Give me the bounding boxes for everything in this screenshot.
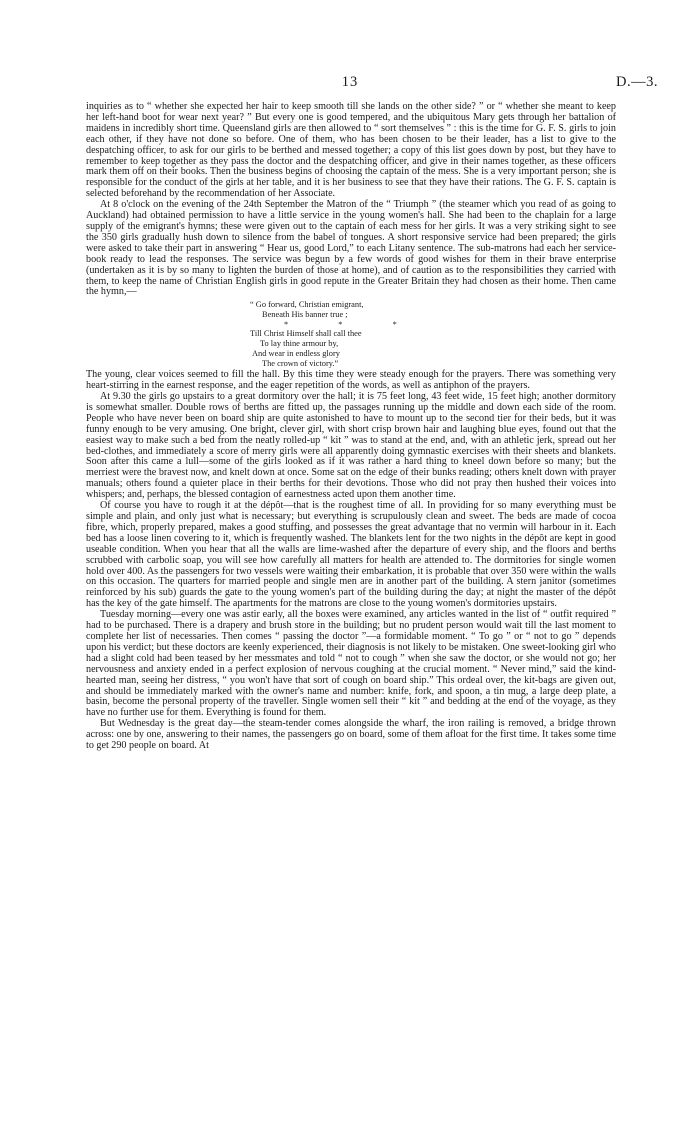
page-number: 13 [341, 74, 359, 90]
paragraph: inquiries as to “ whether she expected her hair to keep smooth till she lands on the other side? ” or “ whether she meant to keep her left-hand boot for wear next year? ” But every one is good tempered, and the ubiquitous Mary gets through her battalion of maidens in incredibly short time. Queensland girls are then allowed to “ sort themselves ” : this is the time for G. F. S. girls to join each other, if they have not done so before. One of them, who has been chosen to be their leader, has a list to give to the despatching officer, to ask for our girls to be berthed and messed together; a copy of this list goes down by post, but they have to remember to keep together as they pass the doctor and the despatching officer, and give in their names together, as these officers mark them off on their books. Then the business begins of choosing the captain of the mess. She is a very important person; she is responsible for the conduct of the girls at her table, and it is her business to see that they have their rations. The G. F. S. captain is selected beforehand by the recommendation of her Associate. [86, 101, 616, 200]
hymn-line: Beneath His banner true ; [262, 310, 348, 320]
hymn-line: “ Go forward, Christian emigrant, [250, 300, 364, 310]
paragraph: At 8 o'clock on the evening of the 24th September the Matron of the “ Triumph ” (the steamer which you read of as going to Auckland) had obtained permission to have a little service in the young women's hall. She had been to the chaplain for a large supply of the emigrant's hymns; these were given out to the captain of each mess for her girls. It was a very striking sight to see the 350 girls gradually hush down to silence from the babel of tongues. A short responsive service had been prepared; the girls were asked to take their part in answering “ Hear us, good Lord,” to each Litany sentence. The sub-matrons had each her service-book ready to lead the responses. The service was begun by a few words of good wishes for them in their brave enterprise (undertaken as it is by so many to lighten the burden of those at home), and of caution as to the responsibilities they carried with them, to keep the name of Christian English girls in good repute in the Greater Britain they had chosen as their home. Then came the hymn,— [86, 199, 616, 298]
hymn-line: To lay thine armour by, [260, 339, 339, 349]
body-text [86, 102, 616, 752]
hymn-quote [86, 300, 616, 368]
paragraph: Tuesday morning—every one was astir early, all the boxes were examined, any articles wanted in the list of “ outfit required ” had to be purchased. There is a drapery and brush store in the building; but no prudent person would wait till the last moment to complete her list of necessaries. Then comes “ passing the doctor ”—a formidable moment. “ To go ” or “ not to go ” depends upon his verdict; but these doctors are keenly experienced, their diagnosis is not likely to be mistaken. One sweet-looking girl who had a slight cold had been teased by her messmates and told “ not to cough ” when she saw the doctor, or she would not go; her nervousness and anxiety ended in a perfect explosion of nervous coughing at the crucial moment. “ Never mind,” said the kind-hearted man, seeing her distress, “ you won't have that sort of cough on board ship.” This ordeal over, the kit-bags are given out, and should be immediately marked with the owner's name and number: knife, fork, and spoon, a tin mug, a large deep plate, a basin, become the personal property of the traveller. Single women sell their “ kit ” and bedding at the end of the voyage, as they have no further use for them. Everything is found for them. [86, 609, 616, 719]
hymn-line: The crown of victory.” [262, 358, 339, 368]
document-reference: D.—3. [616, 74, 658, 90]
paragraph: Of course you have to rough it at the dépôt—that is the roughest time of all. In providing for so many everything must be simple and plain, and only just what is necessary; but everything is scrupulously clean and sweet. The beds are made of cocoa fibre, which, properly prepared, makes a good stuffing, and possesses the great advantage that no vermin will harbour in it. Each bed has a loose linen covering to it, which is frequently washed. The blankets lent for the two nights in the dépôt are kept in good useable condition. When you hear that all the walls are lime-washed after the departure of every ship, and the floors and berths scrubbed with carbolic soap, you will see how carefully all matters for health are attended to. The dormitories for single women hold over 400. As the passengers for two vessels were waiting their embarkation, it is probable that over 350 were within the walls on this occasion. The quarters for married people and single men are in another part of the building. A stern janitor (sometimes reinforced by his sub) guards the gate to the young women's part of the building during the day; at night the master of the dépôt has the key of the gate himself. The apartments for the matrons are close to the young women's dormitories upstairs. [86, 500, 616, 610]
paragraph: At 9.30 the girls go upstairs to a great dormitory over the hall; it is 75 feet long, 43 feet wide, 15 feet high; another dormitory is somewhat smaller. Double rows of berths are fitted up, the passages running up the middle and down each side of the room. People who have never been on board ship are quite astonished to have to mount up to the second tier for their beds, but it was funny enough to be very amusing. One bright, clever girl, with short crisp brown hair and laughing blue eyes, found out that the easiest way to make such a bed from the neatly rolled-up “ kit ” was to stand at the end, and, with an athletic jerk, spread out her bed-clothes, and immediately a score of merry girls were all apparently doing gymnastic exercises with their sheets and blankets. Soon after this came a lull—some of the girls looked as if it was rather a hard thing to kneel down before so many; but the merriest were the bravest now, and knelt down at once. Some sat on the edge of their bunks reading; others knelt down with prayer manuals; others found a quieter place in their berths for their devotions. Those who did not pray then hushed their voices into whispers; and, perhaps, the blessed contagion of earnestness acted upon them another time. [86, 391, 616, 501]
paragraph: The young, clear voices seemed to fill the hall. By this time they were steady enough for the prayers. There was something very heart-stirring in the earnest response, and the eager repetition of the words, as well as antiphon of the prayers. [86, 369, 616, 392]
paragraph: But Wednesday is the great day—the steam-tender comes alongside the wharf, the iron railing is removed, a bridge thrown across: one by one, answering to their names, the passengers go on board, some of them afloat for the first time. It takes some time to get 290 people on board. At [86, 718, 616, 752]
hymn-line: And wear in endless glory [252, 348, 340, 358]
hymn-line: Till Christ Himself shall call thee [250, 329, 362, 339]
hymn-ellipsis: * * * [284, 319, 421, 329]
